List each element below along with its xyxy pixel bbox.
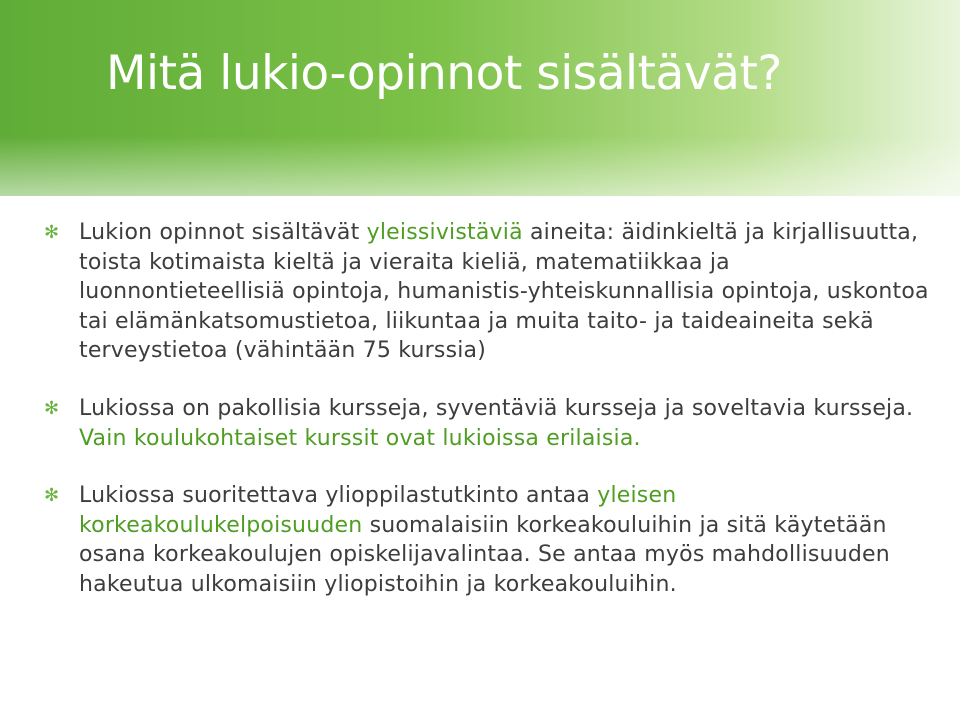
- asterisk-icon: ✻: [44, 485, 60, 507]
- bullet-item: [40, 481, 940, 599]
- bullet-text: [79, 394, 940, 453]
- bullet-text-segment: Lukiossa on pakollisia kursseja, syventäviä kursseja ja soveltavia kursseja.: [79, 395, 914, 421]
- bullet-text-segment: Lukiossa suoritettava ylioppilastutkinto antaa: [79, 483, 598, 509]
- highlighted-text: yleisen korkeakoulukelpoisuuden: [79, 483, 677, 538]
- highlighted-text: Vain koulukohtaiset kurssit ovat lukioissa erilaisia.: [79, 425, 641, 451]
- bullet-text-segment: suomalaisiin korkeakouluihin ja sitä käytetään osana korkeakoulujen opiskelijavalintaa. Se antaa myös mahdollisuuden hakeutua ulkomaisiin yliopistoihin ja korkeakouluihin.: [79, 512, 890, 597]
- bullet-text-segment: aineita: äidinkieltä ja kirjallisuutta, toista kotimaista kieltä ja vieraita kieliä, matematiikkaa ja luonnontieteellisiä opintoja, humanistis-yhteiskunnallisia opintoja, uskontoa tai elämänkatsomustietoa, liikuntaa ja muita taito- ja taideaineita sekä terveystietoa (vähintään 75 kurssia): [79, 220, 929, 364]
- asterisk-icon: ✻: [44, 397, 60, 419]
- bullet-item: [40, 218, 940, 366]
- bullet-text-segment: Lukion opinnot sisältävät: [79, 220, 367, 245]
- slide-title: Mitä lukio-opinnot sisältävät?: [106, 46, 782, 101]
- bullet-list: [40, 218, 940, 600]
- bullet-text: [79, 218, 940, 366]
- highlighted-text: yleissivistäviä: [366, 220, 523, 245]
- asterisk-icon: ✻: [44, 222, 60, 243]
- title-band: [0, 0, 960, 196]
- bullet-text: [79, 481, 940, 599]
- bullet-item: [40, 394, 940, 453]
